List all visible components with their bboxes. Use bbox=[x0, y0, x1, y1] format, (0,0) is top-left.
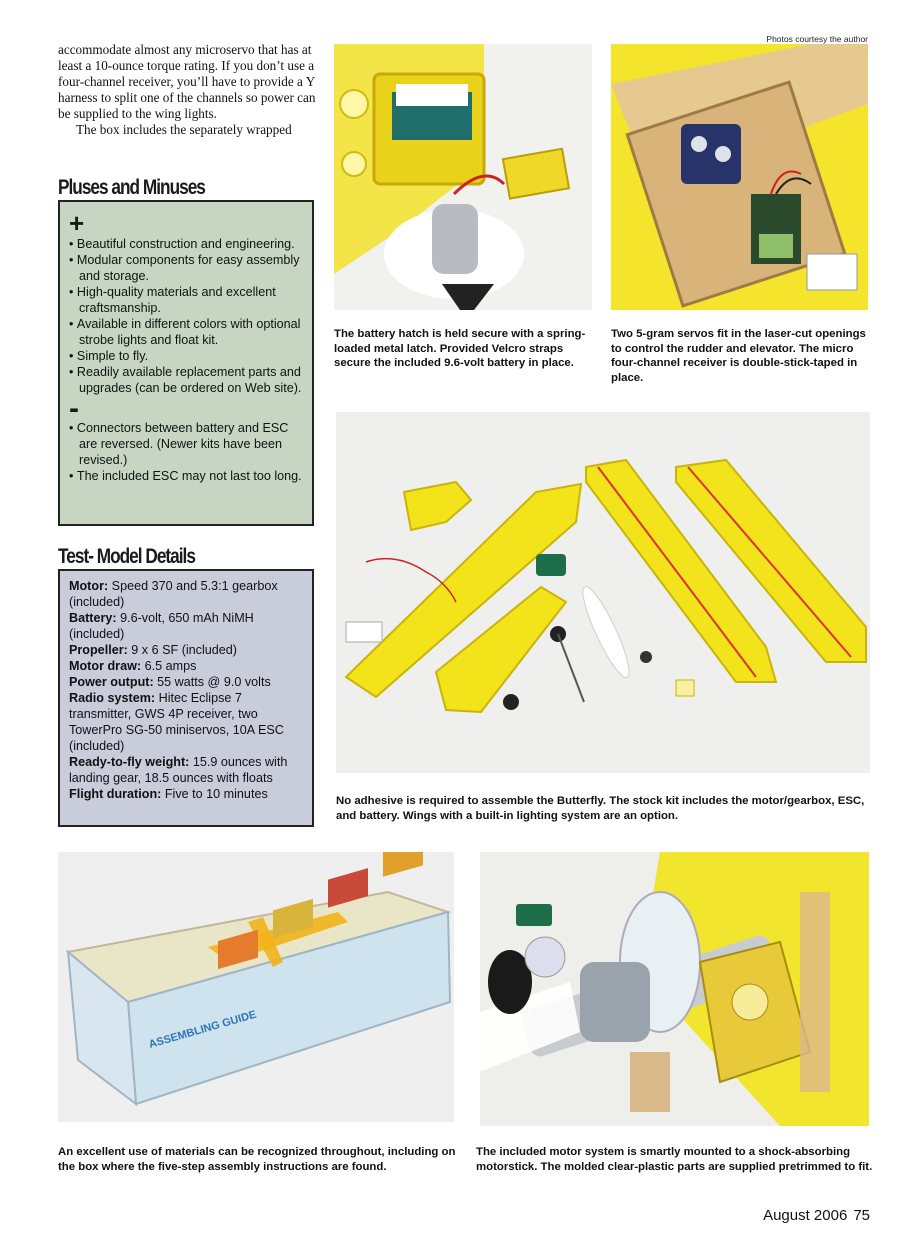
spec-label: Flight duration: bbox=[69, 787, 162, 801]
spec-row bbox=[69, 754, 304, 786]
test-model-heading: Test- Model Details bbox=[58, 545, 195, 568]
issue-date: August 2006 bbox=[763, 1207, 848, 1224]
test-model-details-box bbox=[58, 569, 314, 827]
minus-item: • Connectors between battery and ESC are reversed. (Newer kits have been revised.) bbox=[69, 420, 304, 468]
spec-label: Motor draw: bbox=[69, 659, 142, 673]
kit-contents-photo bbox=[336, 412, 870, 773]
plus-item: • Available in different colors with optional strobe lights and float kit. bbox=[69, 316, 304, 348]
spec-row bbox=[69, 690, 304, 754]
spec-row bbox=[69, 642, 304, 658]
spec-label: Battery: bbox=[69, 611, 117, 625]
spec-value: 9.6-volt, 650 mAh NiMH (included) bbox=[69, 611, 254, 641]
battery-hatch-caption: The battery hatch is held secure with a spring-loaded metal latch. Provided Velcro straps secure the included 9.6-volt battery in place. bbox=[334, 328, 586, 369]
kit-contents-caption: No adhesive is required to assemble the Butterfly. The stock kit includes the motor/gearbox, ESC, and battery. Wings with a built-in lighting system are an option. bbox=[336, 795, 865, 822]
spec-value: 55 watts @ 9.0 volts bbox=[157, 675, 271, 689]
spec-label: Ready-to-fly weight: bbox=[69, 755, 190, 769]
servos-photo bbox=[611, 44, 868, 310]
kit-box-photo bbox=[58, 852, 454, 1122]
article-body-text bbox=[58, 42, 320, 138]
spec-value: Five to 10 minutes bbox=[164, 787, 268, 801]
plus-item: • Readily available replacement parts and upgrades (can be ordered on Web site). bbox=[69, 364, 304, 396]
spec-row bbox=[69, 658, 304, 674]
spec-label: Propeller: bbox=[69, 643, 128, 657]
pluses-minuses-heading: Pluses and Minuses bbox=[58, 176, 205, 199]
pluses-minuses-box bbox=[58, 200, 314, 526]
motor-mount-caption: The included motor system is smartly mounted to a shock-absorbing motorstick. The molded clear-plastic parts are supplied pretrimmed to fit. bbox=[476, 1146, 873, 1173]
spec-value: 15.9 ounces with landing gear, 18.5 ounces with floats bbox=[69, 755, 288, 785]
spec-row bbox=[69, 578, 304, 610]
photo-credit: Photos courtesy the author bbox=[766, 34, 868, 44]
spec-row bbox=[69, 610, 304, 642]
plus-item: • High-quality materials and excellent craftsmanship. bbox=[69, 284, 304, 316]
spec-row bbox=[69, 674, 304, 690]
plus-item: • Modular components for easy assembly and storage. bbox=[69, 252, 304, 284]
motor-mount-photo bbox=[480, 852, 869, 1126]
plus-item: • Beautiful construction and engineering. bbox=[69, 236, 304, 252]
box-print-text: ASSEMBLING GUIDE bbox=[147, 1008, 258, 1051]
minuses-list bbox=[69, 420, 304, 484]
pluses-list bbox=[69, 236, 304, 396]
body-paragraph: The box includes the separately wrapped bbox=[76, 122, 292, 137]
spec-value: Speed 370 and 5.3:1 gearbox (included) bbox=[69, 579, 278, 609]
spec-label: Motor: bbox=[69, 579, 109, 593]
minus-icon: - bbox=[69, 392, 79, 425]
spec-value: Hitec Eclipse 7 transmitter, GWS 4P receiver, two TowerPro SG-50 miniservos, 10A ESC (included) bbox=[69, 691, 284, 753]
kit-box-caption: An excellent use of materials can be recognized throughout, including on the box where the five-step assembly instructions are found. bbox=[58, 1146, 456, 1173]
page-footer bbox=[763, 1207, 870, 1224]
plus-icon: + bbox=[69, 208, 85, 238]
spec-row bbox=[69, 786, 304, 802]
spec-label: Power output: bbox=[69, 675, 154, 689]
minus-item: • The included ESC may not last too long. bbox=[69, 468, 304, 484]
page-number: 75 bbox=[853, 1207, 870, 1224]
plus-item: • Simple to fly. bbox=[69, 348, 304, 364]
spec-value: 6.5 amps bbox=[144, 659, 197, 673]
battery-hatch-photo bbox=[334, 44, 592, 310]
spec-value: 9 x 6 SF (included) bbox=[131, 643, 237, 657]
spec-label: Radio system: bbox=[69, 691, 156, 705]
body-paragraph: accommodate almost any microservo that has at least a 10-ounce torque rating. If you don’t use a four-channel receiver, you’ll have to provide a Y harness to split one of the channels so power can be supplied to the wing lights. bbox=[58, 42, 316, 121]
servos-caption: Two 5-gram servos fit in the laser-cut openings to control the rudder and elevator. The micro four-channel receiver is double-stick-taped in place. bbox=[611, 328, 866, 384]
